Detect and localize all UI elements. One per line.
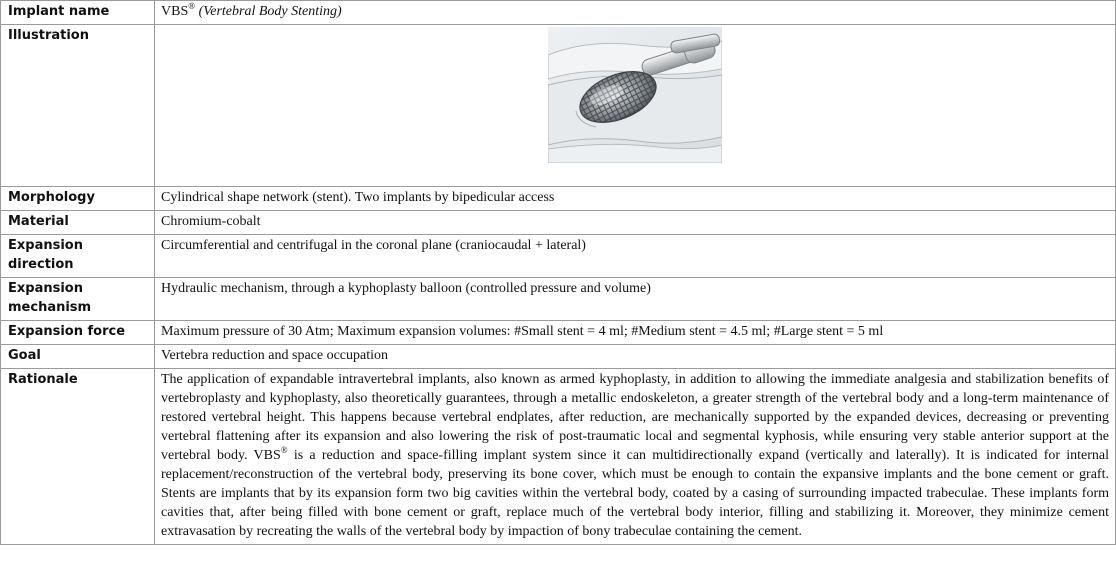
value-illustration xyxy=(155,25,1116,187)
row-implant-name xyxy=(1,1,1116,25)
label-illustration: Illustration xyxy=(1,25,155,187)
label-implant-name: Implant name xyxy=(1,1,155,25)
row-expansion-direction xyxy=(1,235,1116,278)
label-rationale: Rationale xyxy=(1,369,155,545)
rationale-text-part2: is a reduction and space-filling implant system since it can multidirectionally expand (vertically and laterally). It is indicated for internal replacement/reconstruction of the vertebral body, preserving its bone cover, which must be enough to contain the expansive implants and the bone cement or graft. Stents are implants that by its expansion form two big cavities within the vertebral body, coated by a casing of surrounding impacted trabeculae. These implants form cavities that, after being filled with bone cement or graft, replace much of the vertebral body interior, filling and stabilizing it. Moreover, they minimize cement extravasation by recreating the walls of the vertebral body by impaction of bony trabeculae containing the cement. xyxy=(161,448,1109,539)
value-goal: Vertebra reduction and space occupation xyxy=(155,345,1116,369)
label-material: Material xyxy=(1,211,155,235)
value-implant-name xyxy=(155,1,1116,25)
row-rationale xyxy=(1,369,1116,545)
value-morphology: Cylindrical shape network (stent). Two implants by bipedicular access xyxy=(155,187,1116,211)
implant-full-name: (Vertebral Body Stenting) xyxy=(198,4,342,19)
value-material: Chromium-cobalt xyxy=(155,211,1116,235)
row-expansion-force xyxy=(1,321,1116,345)
row-illustration xyxy=(1,25,1116,187)
row-goal xyxy=(1,345,1116,369)
row-material xyxy=(1,211,1116,235)
row-expansion-mechanism xyxy=(1,278,1116,321)
label-goal: Goal xyxy=(1,345,155,369)
value-expansion-direction: Circumferential and centrifugal in the coronal plane (craniocaudal + lateral) xyxy=(155,235,1116,278)
vertebral-body-stent-illustration xyxy=(548,27,722,163)
label-expansion-force: Expansion force xyxy=(1,321,155,345)
label-expansion-direction: Expansion direction xyxy=(1,235,155,278)
value-expansion-force: Maximum pressure of 30 Atm; Maximum expansion volumes: #Small stent = 4 ml; #Medium stent = 4.5 ml; #Large stent = 5 ml xyxy=(155,321,1116,345)
implant-brand: VBS xyxy=(161,4,189,19)
rationale-registered-mark: ® xyxy=(280,445,288,455)
label-morphology: Morphology xyxy=(1,187,155,211)
row-morphology xyxy=(1,187,1116,211)
value-rationale xyxy=(155,369,1116,545)
registered-mark: ® xyxy=(188,1,196,11)
value-expansion-mechanism: Hydraulic mechanism, through a kyphoplasty balloon (controlled pressure and volume) xyxy=(155,278,1116,321)
label-expansion-mechanism: Expansion mechanism xyxy=(1,278,155,321)
rationale-text-part1: The application of expandable intravertebral implants, also known as armed kyphoplasty, in addition to allowing the immediate analgesia and stabilization benefits of vertebroplasty and kyphoplasty, also theoretically guarantees, through a metallic endoskeleton, a greater strength of the vertebral body and a long-term maintenance of restored vertebral height. This happens because vertebral endplates, after reduction, are mechanically supported by the expanded devices, decreasing or preventing vertebral flattening after its expansion and also lowering the risk of post-traumatic local and segmental kyphosis, while ensuring very stable anterior support at the vertebral body. VBS xyxy=(161,372,1109,463)
